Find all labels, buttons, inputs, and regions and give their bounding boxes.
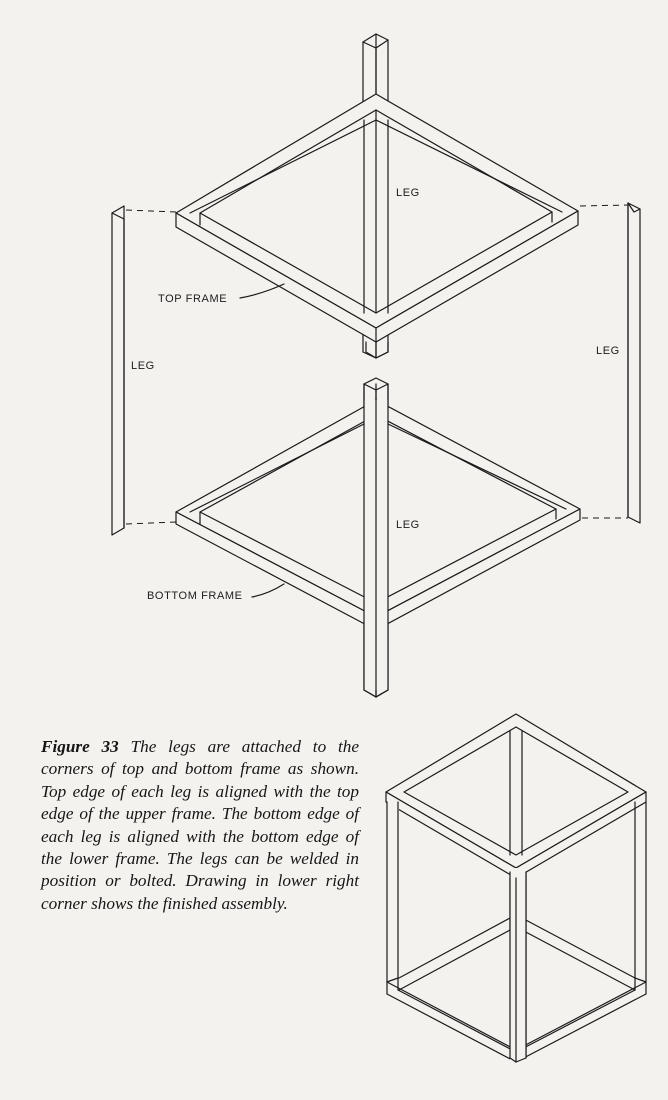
caption-text: The legs are attached to the corners of top and bottom frame as shown. Top edge of each leg is aligned with the top edge of the upper frame. The bottom edge of each leg is aligned with the bottom edge of the lower frame. The legs can be welded in position or bolted. Drawing in lower right corner shows the finished assembly. [41,737,359,913]
top-frame [176,94,578,342]
label-leg-center-bottom: LEG [396,519,420,531]
leg-left [112,206,124,535]
label-top-frame: TOP FRAME [158,293,228,305]
figure-label: Figure 33 [41,737,119,756]
top-frame-leader [240,284,284,298]
bottom-frame-leader [252,584,284,597]
label-leg-left: LEG [131,360,155,372]
leg-right [628,203,640,523]
label-leg-right: LEG [596,345,620,357]
center-leg-bottom-front [364,384,388,697]
finished-assembly-drawing [386,714,646,1062]
label-leg-center-top: LEG [396,187,420,199]
label-bottom-frame: BOTTOM FRAME [147,590,243,602]
figure-caption [41,736,359,915]
